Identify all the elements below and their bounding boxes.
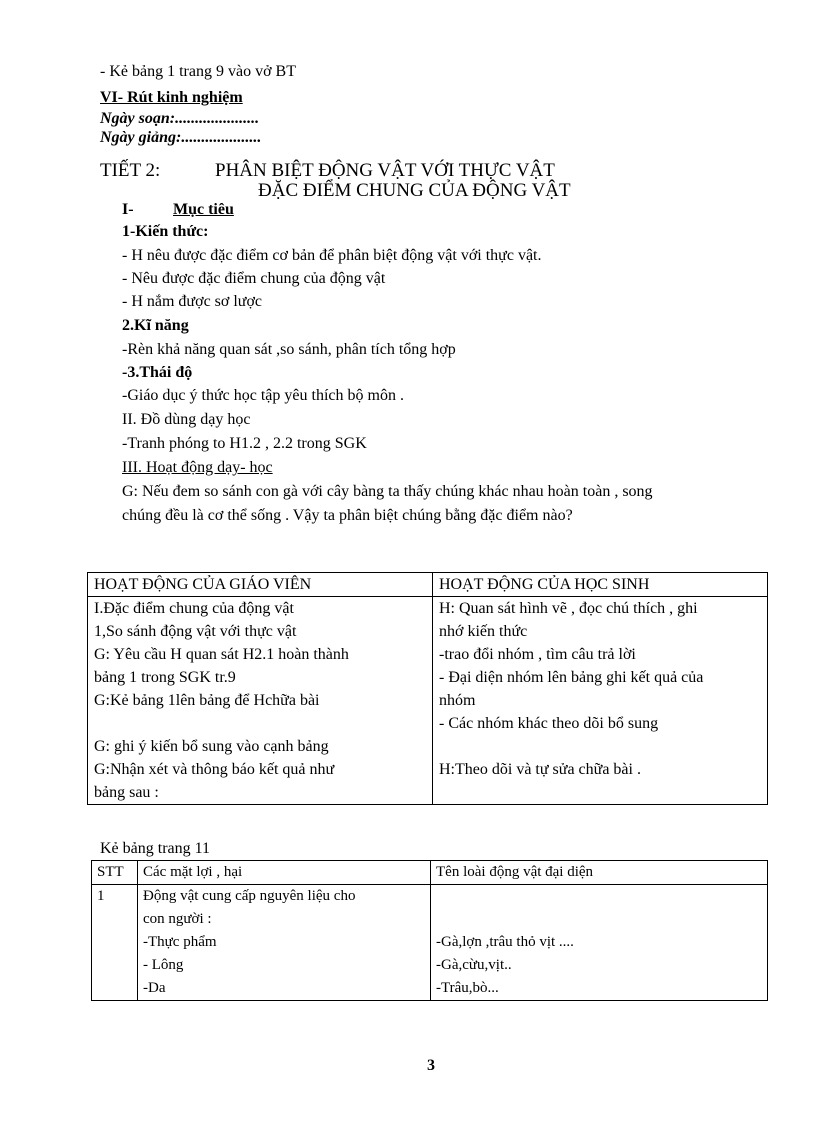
blank-line bbox=[439, 735, 761, 758]
table-header-row bbox=[88, 573, 768, 597]
benefit-line: -Thực phẩm bbox=[143, 934, 217, 950]
table-header-row bbox=[92, 861, 768, 885]
teacher-line: bảng sau : bbox=[94, 784, 159, 801]
teacher-column-header: HOẠT ĐỘNG CỦA GIÁO VIÊN bbox=[88, 573, 433, 597]
student-line: - Đại diện nhóm lên bảng ghi kết quả của bbox=[439, 669, 704, 686]
date-taught: Ngày giảng:.................... bbox=[100, 129, 262, 146]
activities-intro-line1: G: Nếu đem so sánh con gà với cây bàng ta thấy chúng khác nhau hoàn toàn , song bbox=[122, 483, 653, 500]
teacher-line: G: Yêu cầu H quan sát H2.1 hoàn thành bbox=[94, 646, 349, 663]
student-line: nhớ kiến thức bbox=[439, 623, 528, 640]
page-number: 3 bbox=[427, 1057, 435, 1074]
benefits-header: Các mặt lợi , hại bbox=[138, 861, 431, 885]
knowledge-item: - Nêu được đặc điểm chung của động vật bbox=[122, 270, 386, 287]
benefits-table bbox=[91, 860, 768, 1001]
teacher-line: G:Nhận xét và thông báo kết quả như bbox=[94, 761, 335, 778]
table2-caption: Kẻ bảng trang 11 bbox=[100, 840, 211, 857]
skills-heading: 2.Kĩ năng bbox=[122, 317, 189, 334]
student-line: H: Quan sát hình vẽ , đọc chú thích , ghi bbox=[439, 600, 698, 617]
activities-table bbox=[87, 572, 768, 805]
teacher-line: bảng 1 trong SGK tr.9 bbox=[94, 669, 236, 686]
objectives-heading: Mục tiêu bbox=[173, 201, 234, 218]
table-row bbox=[92, 885, 768, 1001]
knowledge-heading: 1-Kiến thức: bbox=[122, 223, 209, 240]
stt-header: STT bbox=[92, 861, 138, 885]
teacher-line: G: ghi ý kiến bổ sung vào cạnh bảng bbox=[94, 738, 329, 755]
teacher-line: 1,So sánh động vật với thực vật bbox=[94, 623, 297, 640]
benefit-line: -Da bbox=[143, 980, 166, 996]
student-line: H:Theo dõi và tự sửa chữa bài . bbox=[439, 761, 641, 778]
table-row bbox=[88, 597, 768, 805]
skills-text: -Rèn khả năng quan sát ,so sánh, phân tích tổng hợp bbox=[122, 341, 456, 358]
example-line: -Gà,cừu,vịt.. bbox=[436, 957, 512, 973]
objectives-roman: I- bbox=[122, 201, 134, 218]
student-activities-cell bbox=[433, 597, 768, 805]
teacher-activities-cell bbox=[88, 597, 433, 805]
lesson-title-line2: ĐẶC ĐIỂM CHUNG CỦA ĐỘNG VẬT bbox=[258, 180, 571, 201]
attitude-text: -Giáo dục ý thức học tập yêu thích bộ môn . bbox=[122, 387, 404, 404]
example-line: -Trâu,bò... bbox=[436, 980, 499, 996]
activities-intro-line2: chúng đều là cơ thể sống . Vậy ta phân biệt chúng bằng đặc điểm nào? bbox=[122, 507, 573, 524]
blank-line bbox=[436, 885, 762, 908]
student-column-header: HOẠT ĐỘNG CỦA HỌC SINH bbox=[433, 573, 768, 597]
activities-heading: III. Hoạt động dạy- học bbox=[122, 459, 273, 476]
example-line: -Gà,lợn ,trâu thỏ vịt .... bbox=[436, 934, 574, 950]
benefit-line: - Lông bbox=[143, 957, 184, 973]
teacher-line: G:Kẻ bảng 1lên bảng để Hchữa bài bbox=[94, 692, 320, 709]
task-line: - Kẻ bảng 1 trang 9 vào vở BT bbox=[100, 63, 296, 80]
student-line: nhóm bbox=[439, 692, 476, 709]
examples-header: Tên loài động vật đại diện bbox=[431, 861, 768, 885]
stt-cell: 1 bbox=[92, 885, 138, 1001]
benefit-line: con người : bbox=[143, 911, 212, 927]
materials-heading: II. Đồ dùng dạy học bbox=[122, 411, 251, 428]
knowledge-item: - H nắm được sơ lược bbox=[122, 293, 263, 310]
blank-line bbox=[436, 908, 762, 931]
knowledge-item: - H nêu được đặc điểm cơ bản để phân biệt động vật với thực vật. bbox=[122, 247, 542, 264]
examples-cell bbox=[431, 885, 768, 1001]
materials-item: -Tranh phóng to H1.2 , 2.2 trong SGK bbox=[122, 435, 367, 452]
section-vi-heading: VI- Rút kinh nghiệm bbox=[100, 89, 243, 106]
blank-line bbox=[94, 712, 426, 735]
date-prepared: Ngày soạn:..................... bbox=[100, 110, 260, 127]
student-line: - Các nhóm khác theo dõi bổ sung bbox=[439, 715, 659, 732]
lesson-title-line1: PHÂN BIỆT ĐỘNG VẬT VỚI THỰC VẬT bbox=[215, 160, 555, 181]
lesson-label: TIẾT 2: bbox=[100, 160, 161, 181]
teacher-line: I.Đặc điểm chung của động vật bbox=[94, 600, 294, 617]
student-line: -trao đổi nhóm , tìm câu trả lời bbox=[439, 646, 636, 663]
attitude-heading: -3.Thái độ bbox=[122, 364, 193, 381]
benefits-cell bbox=[138, 885, 431, 1001]
benefit-line: Động vật cung cấp nguyên liệu cho bbox=[143, 888, 356, 904]
